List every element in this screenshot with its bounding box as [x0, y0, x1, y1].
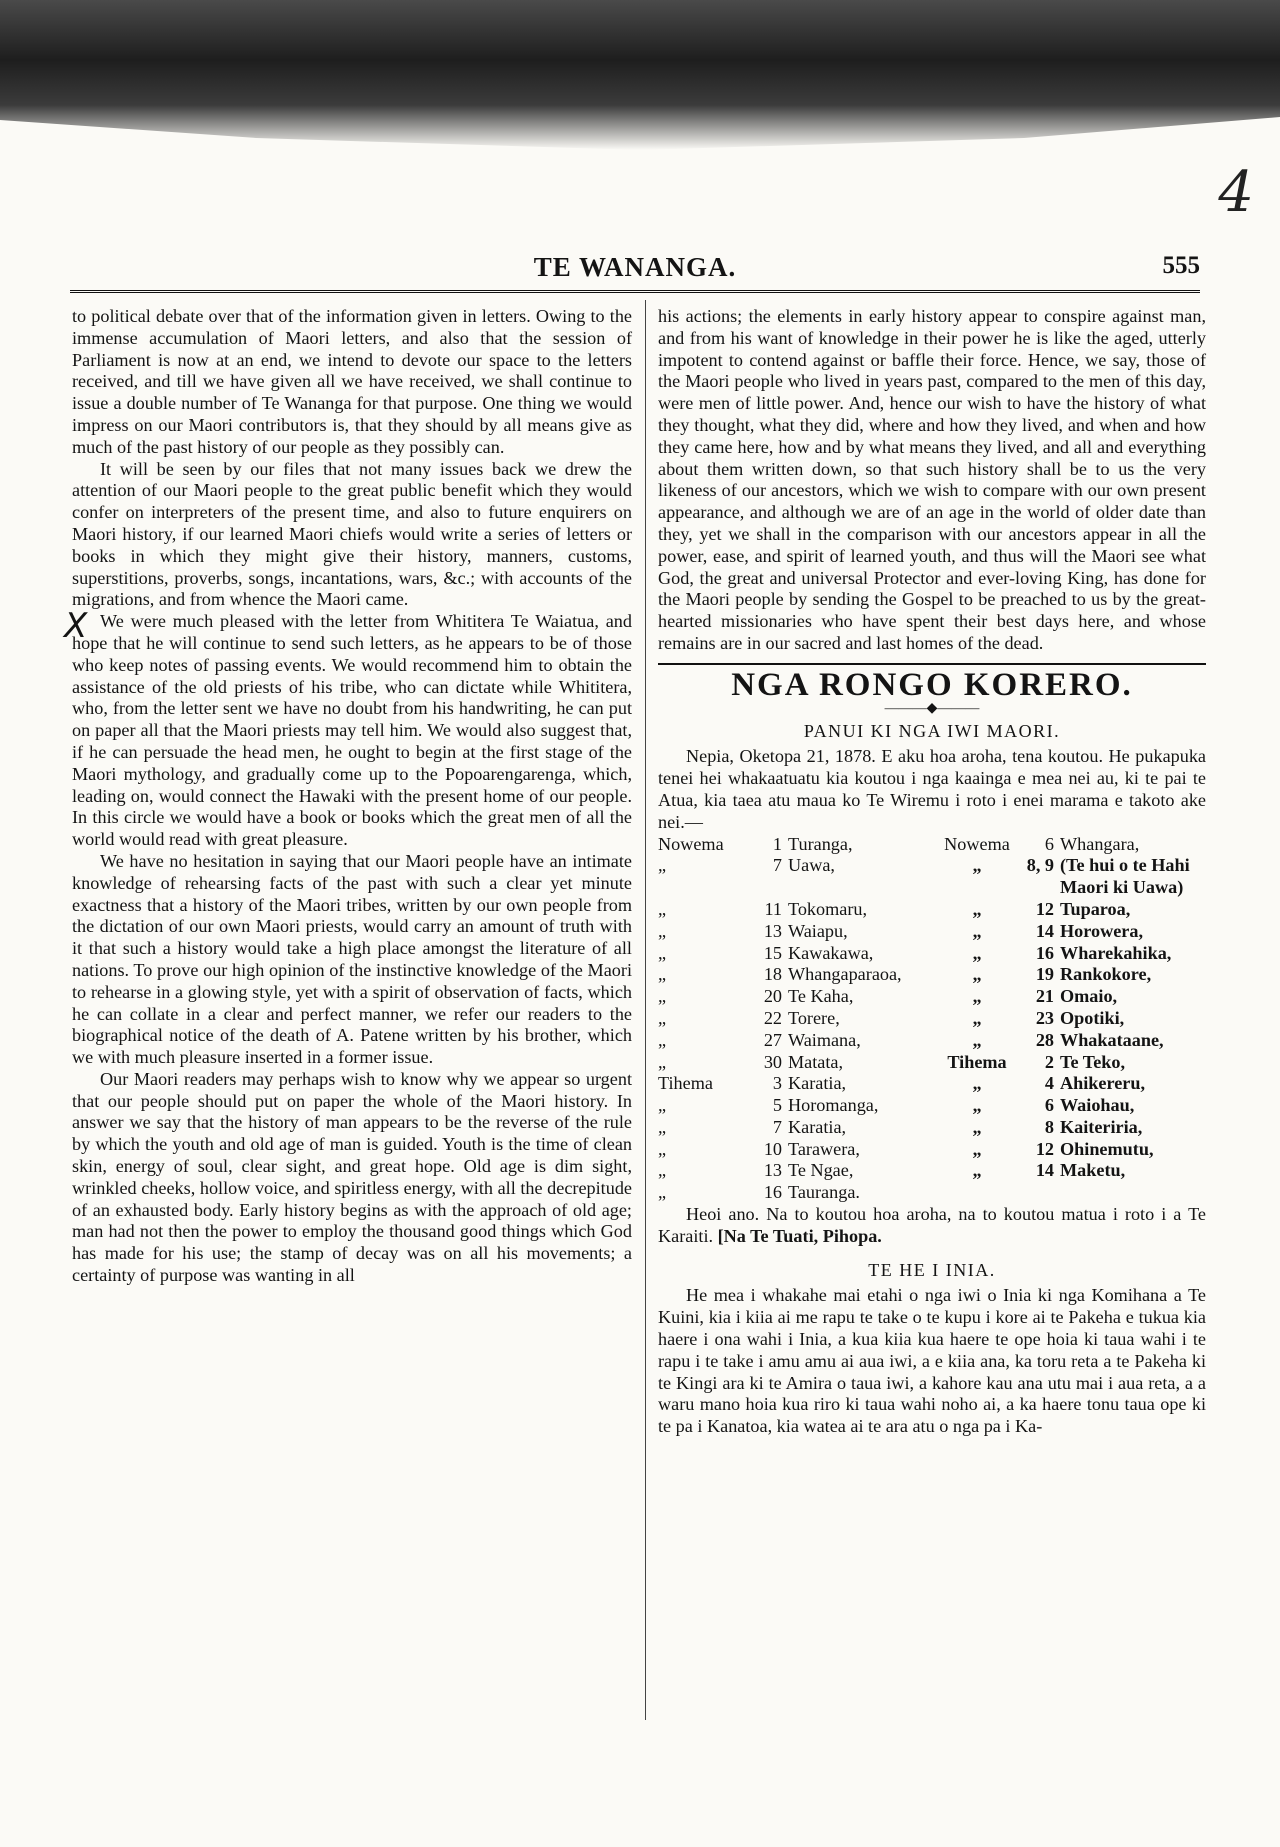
schedule-place-cell: Karatia,: [788, 1116, 847, 1137]
schedule-month-cell: „: [972, 1116, 982, 1137]
left-paragraph-3: [64, 606, 632, 851]
schedule-place-cell: Ohinemutu,: [1060, 1138, 1154, 1159]
schedule-place-cell: Ahikereru,: [1060, 1073, 1146, 1094]
page-number: 555: [1162, 252, 1200, 279]
schedule-day-cell: 5: [772, 1095, 782, 1116]
schedule-place-cell: Waiapu,: [788, 920, 848, 941]
schedule-day-cell: 18: [763, 964, 782, 985]
schedule-day-cell: 30: [763, 1051, 782, 1072]
schedule-place-cell: Wharekahika,: [1060, 942, 1172, 963]
schedule-row: [658, 1182, 1206, 1204]
schedule-month-cell: [938, 877, 1016, 899]
schedule-place-cell: Kawakawa,: [788, 942, 874, 963]
left-column: [64, 306, 632, 1287]
schedule-day-cell: 10: [763, 1138, 782, 1159]
schedule-day-cell: 6: [1044, 833, 1054, 854]
column-rule: [645, 300, 646, 1720]
schedule-month-cell: „: [658, 898, 667, 919]
schedule-day-cell: 27: [763, 1029, 782, 1050]
schedule-row: [658, 943, 1206, 965]
schedule-month-cell: Tihema: [947, 1051, 1007, 1072]
schedule-day-cell: 14: [1035, 920, 1054, 941]
left-paragraph-3-text: We were much pleased with the letter from Whititera Te Waiatua, and hope that he will continue to send such letters, as he appears to be of those who keep notes of passing events. We would recommend him to obtain the assistance of the old priests of his tribe, who can dictate while Whititera, who, from the letter sent we have no doubt from his handwriting, he can put on paper all that the Maori priests may tell him. We would also suggest that, if he can persuade the head men, he ought to begin at the first stage of the Maori mythology, and gradually come up to the Popoarengarenga, which, leading on, would connect the Hawaki with the present home of our people. In this circle we would have a book or books which the great men of all the world would read with great pleasure.: [72, 611, 632, 850]
schedule-month-cell: „: [972, 855, 982, 876]
schedule-row: [658, 834, 1206, 856]
schedule-row: [658, 1030, 1206, 1052]
schedule-place-cell: Tauranga.: [788, 1182, 860, 1203]
schedule-place-cell: Tuparoa,: [1060, 898, 1131, 919]
schedule-month-cell: Nowema: [658, 833, 724, 854]
schedule-place-cell: Torere,: [788, 1007, 840, 1028]
schedule-day-cell: 7: [772, 855, 782, 876]
schedule-day-cell: 23: [1035, 1007, 1054, 1028]
schedule-place-cell: Whangara,: [1060, 833, 1140, 854]
schedule-month-cell: Tihema: [658, 1073, 713, 1094]
schedule-day-cell: 7: [772, 1116, 782, 1137]
schedule-row: [658, 1008, 1206, 1030]
schedule-day-cell: 6: [1044, 1095, 1054, 1116]
schedule-day-cell: 16: [763, 1182, 782, 1203]
schedule-day-cell: 2: [1044, 1051, 1054, 1072]
schedule-day-cell: 12: [1035, 898, 1054, 919]
schedule-place-cell: Rankokore,: [1060, 964, 1152, 985]
schedule-place-cell: Horowera,: [1060, 920, 1143, 941]
schedule-day-cell: 4: [1044, 1073, 1054, 1094]
schedule-month-cell: „: [972, 1138, 982, 1159]
schedule-place-cell: [1060, 1182, 1206, 1204]
schedule-place-cell: Maketu,: [1060, 1160, 1126, 1181]
schedule-day-cell: 13: [763, 1160, 782, 1181]
schedule-place-cell: Waimana,: [788, 1029, 861, 1050]
schedule-place-cell: Turanga,: [788, 833, 853, 854]
left-paragraph-2: It will be seen by our files that not many issues back we drew the attention of our Maori people to the great public benefit which they would confer on interpreters of the present time, and also to future enquirers on Maori history, if our learned Maori chiefs would write a series of letters or books in which they might give their history, manners, customs, superstitions, proverbs, songs, incantations, wars, &c.; with accounts of the migrations, and from whence the Maori came.: [72, 458, 632, 610]
schedule-place-cell: Te Teko,: [1060, 1051, 1126, 1072]
schedule-month-cell: „: [658, 1116, 667, 1137]
schedule-day-cell: 14: [1035, 1160, 1054, 1181]
schedule-row: [658, 1117, 1206, 1139]
schedule-month-cell: Nowema: [944, 833, 1010, 854]
publication-title: TE WANANGA.: [533, 252, 737, 282]
left-paragraph-4: We have no hesitation in saying that our Maori people have an intimate knowledge of rehearsing facts of the past with such a clear yet minute exactness that a history of the Maori tribes, written by our own people from the dictation of our own Maori priests, would carry an amount of truth with it that such a history would take a high place amongst the literature of all nations. To prove our high opinion of the instinctive knowledge of the Maori to rehearse in a glowing style, yet with a spirit of observation of facts, which he can collate in a clear and perfect manner, we refer our readers to the biographical notice of the death of A. Patene written by his brother, which we with much pleasure inserted in a former issue.: [72, 850, 632, 1068]
schedule-month-cell: „: [972, 942, 982, 963]
left-paragraph-1: to political debate over that of the information given in letters. Owing to the immense accumulation of Maori letters, and also that the session of Parliament is now at an end, we intend to devote our space to the letters received, and till we have given all we have received, we shall continue to issue a double number of Te Wananga for that purpose. One thing we would impress on our Maori contributors is, that they should by all means give as much of the past history of our people as they possibly can.: [72, 306, 632, 457]
running-header: [70, 250, 1200, 293]
schedule-place-cell: Tarawera,: [788, 1138, 860, 1159]
schedule-place-cell: [788, 877, 938, 899]
schedule-month-cell: „: [972, 1073, 982, 1094]
margin-mark: X: [64, 606, 88, 647]
visit-schedule: [658, 834, 1206, 1205]
schedule-month-cell: „: [972, 986, 982, 1007]
notice-intro: Nepia, Oketopa 21, 1878. E aku hoa aroha, tena koutou. He pukapuka tenei hei whakaatuatu kia koutou i nga kaainga e mea nei au, ki te pai te Atua, kia taea atu maua ko Te Wiremu i roto i enei marama e takoto ake nei.—: [658, 746, 1206, 832]
notice-title: PANUI KI NGA IWI MAORI.: [803, 720, 1061, 741]
schedule-place-cell: (Te hui o te Hahi: [1060, 855, 1190, 876]
schedule-place-cell: Omaio,: [1060, 986, 1118, 1007]
schedule-month-cell: [938, 1182, 1016, 1204]
schedule-day-cell: [746, 877, 788, 899]
schedule-day-cell: 22: [763, 1007, 782, 1028]
schedule-month-cell: „: [658, 1138, 667, 1159]
schedule-day-cell: 11: [764, 898, 782, 919]
schedule-place-cell: Horomanga,: [788, 1095, 879, 1116]
schedule-day-cell: 12: [1035, 1138, 1054, 1159]
signoff-text: Heoi ano. Na to koutou hoa aroha, na to koutou matua i roto i a Te Karaiti.: [658, 1204, 1206, 1246]
schedule-place-cell: Te Kaha,: [788, 986, 854, 1007]
schedule-day-cell: 16: [1035, 942, 1054, 963]
schedule-month-cell: „: [658, 964, 667, 985]
schedule-month-cell: „: [972, 1160, 982, 1181]
schedule-month-cell: „: [658, 1095, 667, 1116]
schedule-place-cell: Kaiteriria,: [1060, 1116, 1143, 1137]
section-title: NGA RONGO KORERO.: [731, 666, 1133, 703]
schedule-month-cell: „: [972, 1029, 982, 1050]
schedule-month-cell: [658, 877, 746, 899]
schedule-row: [658, 986, 1206, 1008]
schedule-month-cell: „: [972, 1095, 982, 1116]
schedule-day-cell: 3: [772, 1073, 782, 1094]
schedule-day-cell: 8: [1044, 1116, 1054, 1137]
subheading-te-he-i-inia: TE HE I INIA.: [868, 1259, 996, 1280]
left-paragraph-5: Our Maori readers may perhaps wish to know why we appear so urgent that our people should put on paper the whole of the Maori history. In answer we say that the history of man appears to be the reverse of the rule by which the youth and old age of man is guided. Youth is the time of clean skin, energy of soul, clear sight, and great hope. Old age is dim sight, wrinkled cheeks, hollow voice, and spiritless energy, with all the decrepitude of an exhausted body. Early history begins as with the approach of old age; man had not then the power to employ the thousand good things which God has made for his use; the stamp of decay was on all his movements; a certainty of purpose was wanting in all: [72, 1068, 632, 1286]
schedule-row: [658, 899, 1206, 921]
schedule-row: [658, 921, 1206, 943]
schedule-place-cell: Te Ngae,: [788, 1160, 854, 1181]
schedule-row: [658, 1052, 1206, 1074]
inia-paragraph: He mea i whakahe mai etahi o nga iwi o Inia ki nga Komihana a Te Kuini, kia i kiia ai me rapu te take o te kupu i kore ai te Pakeha e tukua kia haere i ona wahi i Inia, a kua kiia kua haere te ope hoia ki taua wahi i te rapu i te take i amu amu ai aua iwi, a e kiia ana, ka toru reta a te Pakeha ki te Kingi ara ki te Amira o taua iwi, a kahore kau ana utu mai i aua reta, a a waru mano hoia kua riro ki taua wahi noho ai, a ka haere tonu taua ope ki te pa i Kanatoa, kia watea ai te ara atu o nga pa i Ka-: [658, 1285, 1206, 1437]
schedule-day-cell: [1016, 1182, 1060, 1204]
right-column: [658, 306, 1206, 1438]
schedule-month-cell: „: [658, 942, 667, 963]
schedule-row: [658, 877, 1206, 899]
schedule-month-cell: „: [658, 1007, 667, 1028]
schedule-month-cell: „: [658, 1182, 667, 1203]
schedule-place-cell: Opotiki,: [1060, 1007, 1125, 1028]
schedule-place-cell: Tokomaru,: [788, 898, 868, 919]
ornament-divider: ———◆———: [884, 700, 980, 716]
schedule-month-cell: „: [972, 898, 982, 919]
section-divider: [658, 663, 1206, 665]
schedule-month-cell: „: [972, 964, 982, 985]
schedule-place-cell: Maori ki Uawa): [1060, 877, 1184, 898]
schedule-day-cell: 21: [1035, 986, 1054, 1007]
schedule-month-cell: „: [658, 1051, 667, 1072]
schedule-day-cell: [1016, 877, 1060, 899]
schedule-row: [658, 1095, 1206, 1117]
schedule-month-cell: „: [658, 1029, 667, 1050]
schedule-row: [658, 855, 1206, 877]
folio-mark: 4: [1218, 160, 1254, 225]
schedule-place-cell: Whakataane,: [1060, 1029, 1164, 1050]
schedule-day-cell: 19: [1035, 964, 1054, 985]
schedule-month-cell: „: [658, 855, 667, 876]
schedule-day-cell: 15: [763, 942, 782, 963]
schedule-row: [658, 1073, 1206, 1095]
signature: [Na Te Tuati, Pihopa.: [717, 1225, 882, 1246]
schedule-month-cell: „: [972, 920, 982, 941]
schedule-month-cell: „: [658, 920, 667, 941]
schedule-place-cell: Whangaparaoa,: [788, 964, 902, 985]
schedule-row: [658, 1139, 1206, 1161]
notice-signoff: [658, 1204, 1206, 1248]
schedule-place-cell: Uawa,: [788, 855, 835, 876]
schedule-day-cell: 28: [1035, 1029, 1054, 1050]
schedule-place-cell: Karatia,: [788, 1073, 847, 1094]
schedule-month-cell: „: [658, 1160, 667, 1181]
schedule-row: [658, 1160, 1206, 1182]
scanned-page-edge: [0, 0, 1280, 150]
schedule-day-cell: 8, 9: [1026, 855, 1054, 876]
schedule-row: [658, 964, 1206, 986]
schedule-place-cell: Waiohau,: [1060, 1095, 1135, 1116]
right-continuation-paragraph: his actions; the elements in early history appear to conspire against man, and from his want of knowledge in their power he is like the aged, utterly impotent to contend against or baffle their force. Hence, we say, those of the Maori people who lived in years past, compared to the men of this day, were men of little power. And, hence our wish to have the history of what they thought, what they did, where and how they lived, and when and how they came here, how and by what means they lived, and all and everything about them written down, so that such history shall be to us the very likeness of our ancestors, which we wish to compare with our own present appearance, and although we are of an age in the world of older date than they, yet we shall in the comparison with our ancestors appear in all the power, ease, and spirit of learned youth, and thus will the Maori see what God, the great and universal Protector and ever-loving King, has done for the Maori people by sending the Gospel to be preached to us by the great-hearted missionaries who have spent their best days here, and whose remains are in our sacred and last homes of the dead.: [658, 306, 1206, 653]
schedule-month-cell: „: [972, 1007, 982, 1028]
schedule-place-cell: Matata,: [788, 1051, 844, 1072]
schedule-day-cell: 20: [763, 986, 782, 1007]
schedule-day-cell: 13: [763, 920, 782, 941]
schedule-month-cell: „: [658, 986, 667, 1007]
schedule-day-cell: 1: [772, 833, 782, 854]
